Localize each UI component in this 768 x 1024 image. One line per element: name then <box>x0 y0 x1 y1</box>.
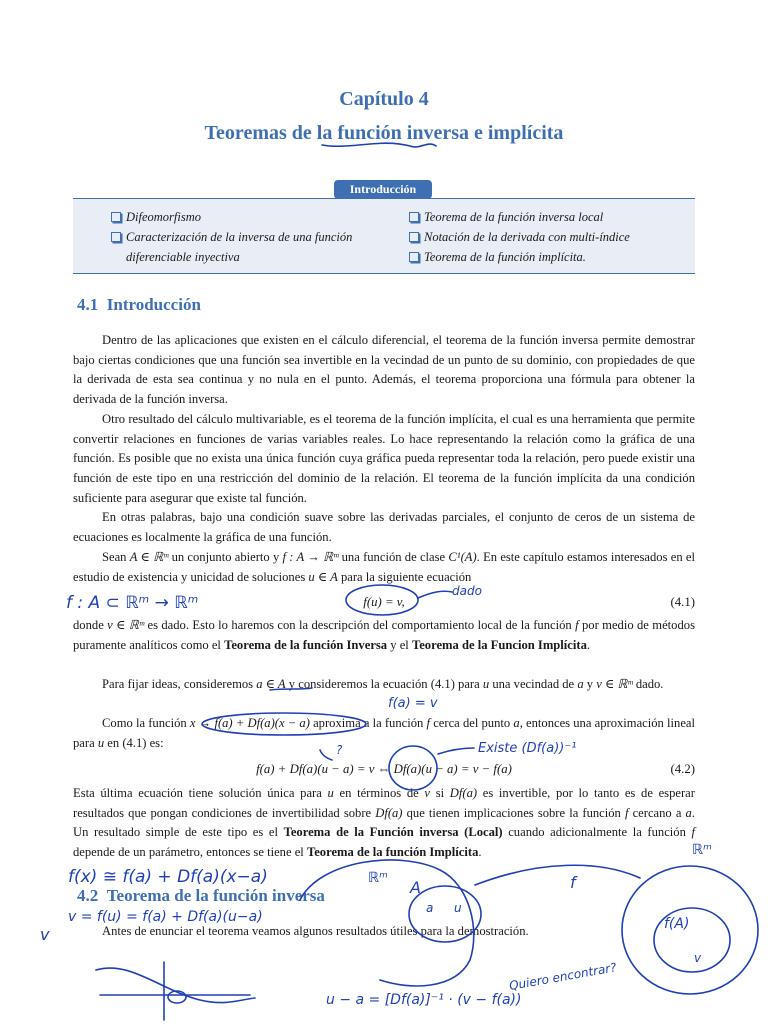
ink-v-equals-fu: v = f(u) = f(a) + Df(a)(u−a) <box>68 909 263 925</box>
paragraph: Para fijar ideas, consideremos a ∈ A y consideremos la ecuación (4.1) para u una vecindad de a y v ∈ ℝᵐ dado. <box>102 677 664 691</box>
paragraph: Sean A ∈ ℝᵐ un conjunto abierto y f : A → ℝᵐ una función de clase C¹(A). En este capítulo estamos interesados en el estudio de existencia y unicidad de soluciones u ∈ A para la siguiente ecuación <box>73 550 695 584</box>
ink-solve-u-a: u − a = [Df(a)]⁻¹ · (v − f(a)) <box>326 992 522 1008</box>
paragraph: Antes de enunciar el teorema veamos algunos resultados útiles para la demostración. <box>102 924 529 938</box>
checkbox-bullet-icon <box>409 212 419 222</box>
intro-item: Teorema de la función implícita. <box>407 247 697 267</box>
intro-item: Difeomorfismo <box>109 207 399 227</box>
ink-set-A-label: A <box>410 878 421 897</box>
section-heading-4-2: 4.2 Teorema de la función inversa <box>77 886 325 905</box>
ink-question-mark: ? <box>336 743 343 757</box>
ink-graph-curve <box>96 968 255 1003</box>
intro-badge: Introducción <box>334 180 432 199</box>
checkbox-bullet-icon <box>409 232 419 242</box>
ink-graph-point-circle <box>168 991 186 1003</box>
ink-f-label: f <box>570 873 576 892</box>
ink-question-quiero: Quiero encontrar? <box>508 960 618 993</box>
paragraph: Como la función x → f(a) + Df(a)(x − a) aproxima a la función f cerca del punto a, entonces una aproximación lineal para u en (4.1) es: <box>73 716 696 750</box>
paragraph: donde v ∈ ℝᵐ es dado. Esto lo haremos con la descripción del comportamiento local de la función f por medio de métodos puramente analíticos como el Teorema de la función Inversa y el Teorema de la Funcion Implícita. <box>73 618 695 652</box>
chapter-number: Capítulo 4 <box>339 88 429 110</box>
ink-fA-label: f(A) <box>664 916 690 932</box>
ink-linear-approx: f(x) ≅ f(a) + Df(a)(x−a) <box>68 867 268 887</box>
checkbox-bullet-icon <box>111 212 121 222</box>
paragraph: Dentro de las aplicaciones que existen en el cálculo diferencial, el teorema de la función inversa permite demostrar bajo ciertas condiciones que una función sea invertible en la vecindad de un punto de su dominio, con propiedades de que la derivada de esta sea continua y no nula en el punto. Además, el teorema proporciona una fórmula para obtener la derivada de la función inversa. <box>73 333 695 407</box>
paragraph: Otro resultado del cálculo multivariable, es el teorema de la función implícita, el cual es una herramienta que permite convertir relaciones en funciones de varias variables reales. Lo hace representando la relación como la gráfica de una función. Es posible que no exista una única función cuya gráfica pueda representar toda la relación, pero puede existir una función de este tipo en una restricción del dominio de la relación. El teorema de la función implícita da una condición suficiente para asegurar que existe tal función. <box>73 412 695 505</box>
intro-right-column <box>407 207 697 267</box>
checkbox-bullet-icon <box>409 252 419 262</box>
section-heading-4-1: 4.1 Introducción <box>77 295 201 314</box>
paragraph: En otras palabras, bajo una condición suave sobre las derivadas parciales, el conjunto de ceros de un sistema de ecuaciones es localmente la gráfica de una función. <box>73 510 695 544</box>
ink-dado: dado <box>452 584 482 598</box>
intro-item: Teorema de la función inversa local <box>407 207 697 227</box>
ink-arrow-f <box>475 865 640 885</box>
chapter-title: Teoremas de la función inversa e implícita <box>204 122 564 144</box>
ink-point-v: v <box>694 951 702 965</box>
intro-left-column <box>109 207 399 267</box>
checkbox-bullet-icon <box>111 232 121 242</box>
ink-Rm-label-right: ℝᵐ <box>692 842 712 858</box>
intro-item: Notación de la derivada con multi-índice <box>407 227 697 247</box>
ink-v-left: v <box>40 925 50 944</box>
ink-Rm-label-left: ℝᵐ <box>368 870 388 886</box>
ink-point-a: a <box>426 901 434 915</box>
intro-item: Caracterización de la inversa de una función diferenciable inyectiva <box>109 227 399 267</box>
ink-fa-equals-v: f(a) = v <box>388 696 438 711</box>
equation-4-1: f(u) = v, (4.1) <box>363 595 695 609</box>
ink-existe-inverse: Existe (Df(a))⁻¹ <box>478 741 577 756</box>
equation-4-2: f(a) + Df(a)(u − a) = v ⇔ Df(a)(u − a) = v − f(a) (4.2) <box>256 762 695 776</box>
ink-point-u: u <box>454 901 462 915</box>
intro-summary-box <box>73 198 695 274</box>
paragraph: Esta última ecuación tiene solución única para u en términos de v si Df(a) es invertible, por lo tanto es de esperar resultados que pongan condiciones de invertibilidad sobre Df(a) que tienen implicaciones sobre la función f cercano a a. Un resultado simple de este tipo es el Teorema de la Función inversa (Local) cuando adicionalmente la función f depende de un parámetro, entonces se tiene el Teorema de la función Implícita. <box>73 786 695 860</box>
ink-domain-codomain: f : A ⊂ ℝᵐ → ℝᵐ <box>66 593 199 613</box>
